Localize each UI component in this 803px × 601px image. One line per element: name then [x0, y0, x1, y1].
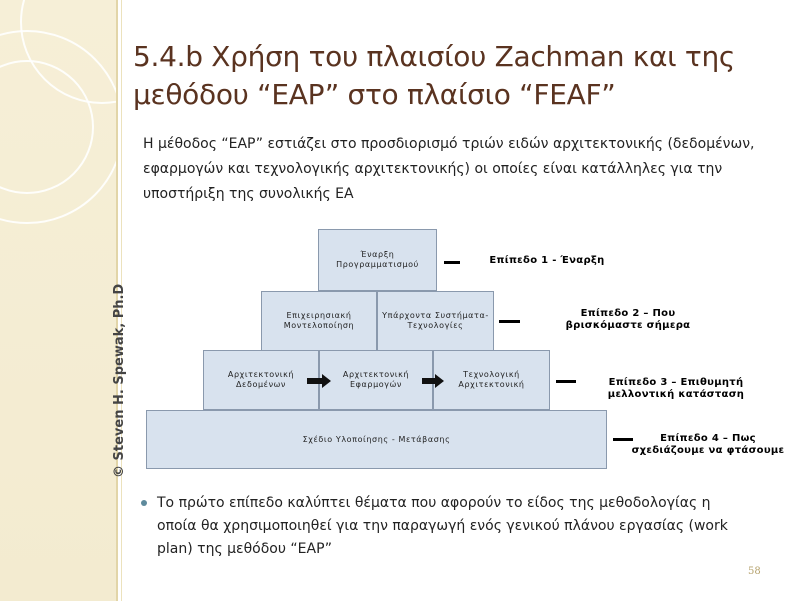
box-label: Τεχνολογική Αρχιτεκτονική: [458, 370, 525, 389]
box-label: Σχέδιο Υλοποίησης - Μετάβασης: [302, 434, 451, 444]
box-implementation-plan: [146, 410, 607, 469]
level-connector: [499, 320, 520, 323]
level-label-1: Επίπεδο 1 - Έναρξη: [489, 255, 605, 266]
bullet-dot-icon: [141, 500, 147, 506]
box-label: Αρχιτεκτονική Εφαρμογών: [342, 370, 410, 389]
bullet-text: Το πρώτο επίπεδο καλύπτει θέματα που αφορούν το είδος της μεθοδολογίας η οποία θα χρησιμοποιηθεί για την παραγωγή ενός γενικού πλάνου εργασίας (work plan) της μεθόδου “EAP”: [157, 495, 728, 557]
level-connector: [444, 261, 460, 264]
box-existing-systems: [377, 291, 494, 351]
bullet-point: [141, 492, 741, 561]
box-technology-architecture: [433, 350, 550, 410]
level-label-2: Επίπεδο 2 – Που βρισκόμαστε σήμερα: [565, 308, 691, 331]
level-label-3: Επίπεδο 3 – Επιθυμητή μελλοντική κατάσταση: [607, 377, 745, 400]
box-business-modeling: [261, 291, 377, 351]
box-label: Υπάρχοντα Συστήματα-Τεχνολογίες: [382, 311, 489, 330]
box-data-architecture: [203, 350, 319, 410]
sidebar-decoration: [0, 0, 116, 601]
box-application-architecture: [319, 350, 433, 410]
level-connector: [556, 380, 576, 383]
box-label: Έναρξη Προγραμματισμού: [336, 250, 419, 269]
intro-paragraph: Η μέθοδος “EAP” εστιάζει στο προσδιορισμό τριών ειδών αρχιτεκτονικής (δεδομένων, εφαρμογών και τεχνολογικής αρχιτεκτονικής) οι οποίες είναι κατάλληλες για την υποστήριξη της συνολικής EA: [143, 136, 755, 202]
slide-title: 5.4.b Χρήση του πλαισίου Zachman και της μεθόδου “EAP” στο πλαίσιο “FEAF”: [133, 40, 736, 111]
page-number: 58: [748, 566, 761, 577]
copyright-credit: © Steven H. Spewak, Ph.D: [112, 283, 127, 478]
box-label: Επιχειρησιακή Μοντελοποίηση: [283, 311, 355, 330]
box-label: Αρχιτεκτονική Δεδομένων: [227, 370, 295, 389]
level-label-4: Επίπεδο 4 – Πως σχεδιάζουμε να φτάσουμε: [631, 433, 785, 456]
box-start-planning: [318, 229, 437, 291]
